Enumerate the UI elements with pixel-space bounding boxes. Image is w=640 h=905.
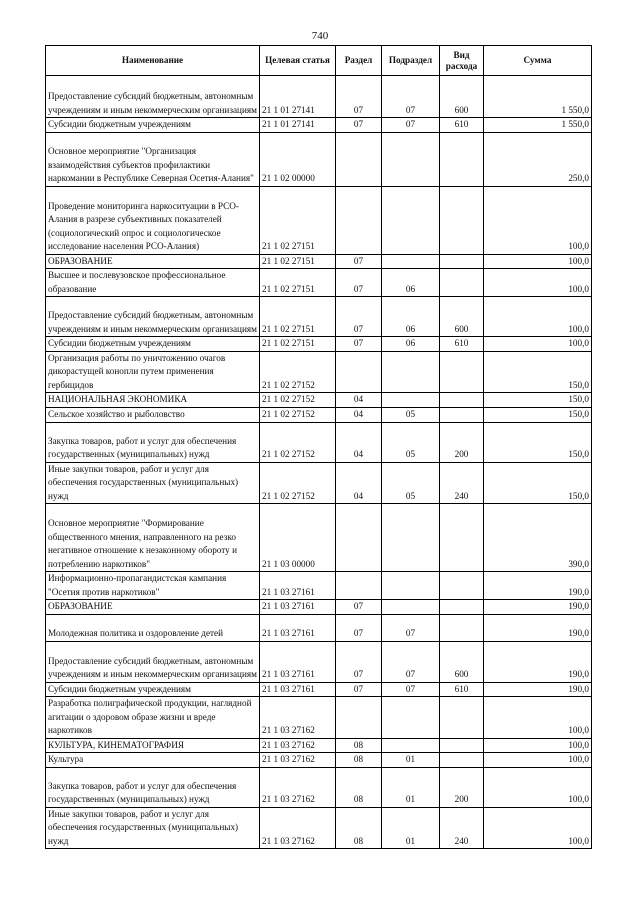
row-name: Субсидии бюджетным учреждениям [46,118,260,133]
row-name: НАЦИОНАЛЬНАЯ ЭКОНОМИКА [46,393,260,408]
table-row [46,269,592,297]
row-name: Молодежная политика и оздоровление детей [46,614,260,641]
row-target-article: 21 1 02 27151 [260,186,336,254]
row-section: 07 [336,600,382,615]
table-row [46,697,592,739]
row-target-article: 21 1 02 27152 [260,393,336,408]
row-target-article: 21 1 02 27151 [260,254,336,269]
row-section: 07 [336,297,382,337]
row-amount: 100,0 [484,254,592,269]
row-expense-type [440,572,484,600]
row-expense-type [440,132,484,186]
row-subsection: 06 [382,269,440,297]
table-row [46,600,592,615]
row-expense-type [440,753,484,768]
row-name: Основное мероприятие "Организация взаимодействия субъектов профилактики наркомании в Республике Северная Осетия-Алания" [46,132,260,186]
row-target-article: 21 1 03 27162 [260,767,336,807]
table-row [46,641,592,682]
row-subsection [382,254,440,269]
row-expense-type [440,697,484,739]
table-row [46,76,592,118]
table-row [46,407,592,422]
row-expense-type [440,351,484,393]
column-header-subsection: Подраздел [382,46,440,76]
row-name: Предоставление субсидий бюджетным, автономным учреждениям и иным некоммерческим организациям [46,297,260,337]
table-row [46,254,592,269]
row-name: Предоставление субсидий бюджетным, автономным учреждениям и иным некоммерческим организациям [46,641,260,682]
row-target-article: 21 1 01 27141 [260,118,336,133]
row-name: Закупка товаров, работ и услуг для обеспечения государственных (муниципальных) нужд [46,767,260,807]
budget-table [45,45,592,849]
row-expense-type: 610 [440,118,484,133]
row-section: 07 [336,76,382,118]
table-row [46,504,592,572]
row-target-article: 21 1 03 27162 [260,697,336,739]
row-section [336,572,382,600]
row-subsection: 01 [382,807,440,849]
row-section: 07 [336,337,382,352]
row-amount: 100,0 [484,697,592,739]
row-amount: 190,0 [484,641,592,682]
table-row [46,422,592,462]
row-name: Разработка полиграфической продукции, наглядной агитации о здоровом образе жизни и вреде наркотиков [46,697,260,739]
row-subsection: 06 [382,337,440,352]
row-name: КУЛЬТУРА, КИНЕМАТОГРАФИЯ [46,738,260,753]
row-subsection [382,572,440,600]
row-subsection [382,351,440,393]
row-name: Культура [46,753,260,768]
table-row [46,614,592,641]
row-subsection [382,393,440,408]
row-subsection: 07 [382,118,440,133]
column-header-target-article: Целевая статья [260,46,336,76]
row-name: Субсидии бюджетным учреждениям [46,337,260,352]
row-amount: 100,0 [484,337,592,352]
column-header-amount: Сумма [484,46,592,76]
row-section: 07 [336,641,382,682]
table-row [46,753,592,768]
row-subsection [382,504,440,572]
row-section: 07 [336,614,382,641]
row-amount: 100,0 [484,297,592,337]
row-target-article: 21 1 03 27161 [260,614,336,641]
row-expense-type: 600 [440,76,484,118]
row-subsection: 07 [382,641,440,682]
row-section [336,697,382,739]
column-header-name: Наименование [46,46,260,76]
row-section: 04 [336,462,382,504]
row-section: 04 [336,422,382,462]
row-section: 07 [336,269,382,297]
row-target-article: 21 1 02 27151 [260,269,336,297]
row-subsection: 05 [382,422,440,462]
row-section: 08 [336,738,382,753]
row-target-article: 21 1 02 27152 [260,407,336,422]
row-subsection [382,697,440,739]
row-expense-type: 600 [440,297,484,337]
table-row [46,807,592,849]
table-row [46,767,592,807]
row-amount: 100,0 [484,807,592,849]
row-subsection [382,600,440,615]
row-expense-type [440,738,484,753]
row-section [336,132,382,186]
row-name: ОБРАЗОВАНИЕ [46,254,260,269]
row-target-article: 21 1 02 27151 [260,337,336,352]
row-amount: 100,0 [484,738,592,753]
row-target-article: 21 1 02 27152 [260,462,336,504]
row-target-article: 21 1 02 27152 [260,351,336,393]
row-target-article: 21 1 02 27151 [260,297,336,337]
row-section: 08 [336,753,382,768]
page-number: 740 [311,30,329,42]
row-target-article: 21 1 01 27141 [260,76,336,118]
row-amount: 100,0 [484,269,592,297]
row-expense-type: 610 [440,337,484,352]
row-amount: 150,0 [484,407,592,422]
row-section: 07 [336,682,382,697]
row-expense-type: 600 [440,641,484,682]
table-row [46,682,592,697]
row-subsection [382,186,440,254]
row-name: Предоставление субсидий бюджетным, автономным учреждениям и иным некоммерческим организациям [46,76,260,118]
row-amount: 150,0 [484,393,592,408]
row-expense-type [440,614,484,641]
row-expense-type [440,407,484,422]
row-section: 04 [336,393,382,408]
row-subsection: 01 [382,767,440,807]
row-target-article: 21 1 03 27162 [260,738,336,753]
row-expense-type [440,254,484,269]
row-target-article: 21 1 02 00000 [260,132,336,186]
row-subsection: 07 [382,76,440,118]
table-row [46,393,592,408]
table-row [46,572,592,600]
row-name: Иные закупки товаров, работ и услуг для обеспечения государственных (муниципальных) нужд [46,462,260,504]
table-header-row [46,46,592,76]
row-expense-type [440,600,484,615]
row-name: Высшее и послевузовское профессиональное образование [46,269,260,297]
row-section [336,351,382,393]
table-row [46,351,592,393]
row-target-article: 21 1 03 00000 [260,504,336,572]
table-body [46,76,592,849]
row-expense-type: 200 [440,767,484,807]
row-amount: 250,0 [484,132,592,186]
row-amount: 150,0 [484,462,592,504]
row-expense-type [440,269,484,297]
row-subsection: 01 [382,753,440,768]
row-name: Иные закупки товаров, работ и услуг для обеспечения государственных (муниципальных) нужд [46,807,260,849]
row-expense-type: 610 [440,682,484,697]
row-target-article: 21 1 03 27161 [260,600,336,615]
row-section: 04 [336,407,382,422]
row-name: Закупка товаров, работ и услуг для обеспечения государственных (муниципальных) нужд [46,422,260,462]
row-subsection: 07 [382,614,440,641]
row-amount: 100,0 [484,767,592,807]
table-row [46,462,592,504]
row-expense-type [440,393,484,408]
row-amount: 190,0 [484,682,592,697]
row-subsection: 05 [382,462,440,504]
row-expense-type: 200 [440,422,484,462]
row-subsection [382,132,440,186]
row-amount: 190,0 [484,572,592,600]
row-amount: 190,0 [484,614,592,641]
row-name: Основное мероприятие "Формирование общественного мнения, направленного на резко негативное отношение к незаконному обороту и потреблению наркотиков" [46,504,260,572]
row-target-article: 21 1 03 27161 [260,682,336,697]
row-name: ОБРАЗОВАНИЕ [46,600,260,615]
row-section [336,186,382,254]
row-expense-type: 240 [440,807,484,849]
row-name: Субсидии бюджетным учреждениям [46,682,260,697]
row-section: 07 [336,118,382,133]
row-target-article: 21 1 03 27162 [260,753,336,768]
column-header-section: Раздел [336,46,382,76]
column-header-expense-type: Вид расхода [440,46,484,76]
row-section: 08 [336,767,382,807]
row-amount: 100,0 [484,186,592,254]
row-subsection: 05 [382,407,440,422]
row-expense-type [440,186,484,254]
row-expense-type: 240 [440,462,484,504]
row-amount: 190,0 [484,600,592,615]
row-section: 08 [336,807,382,849]
row-target-article: 21 1 03 27161 [260,641,336,682]
row-section [336,504,382,572]
row-name: Информационно-пропагандистская кампания "Осетия против наркотиков" [46,572,260,600]
row-amount: 1 550,0 [484,76,592,118]
row-amount: 1 550,0 [484,118,592,133]
row-amount: 150,0 [484,351,592,393]
row-section: 07 [336,254,382,269]
row-target-article: 21 1 03 27161 [260,572,336,600]
row-subsection [382,738,440,753]
row-name: Организация работы по уничтожению очагов дикорастущей конопли путем применения гербицидов [46,351,260,393]
row-amount: 150,0 [484,422,592,462]
row-expense-type [440,504,484,572]
row-amount: 100,0 [484,753,592,768]
row-amount: 390,0 [484,504,592,572]
row-subsection: 06 [382,297,440,337]
table-row [46,132,592,186]
row-name: Сельское хозяйство и рыболовство [46,407,260,422]
row-subsection: 07 [382,682,440,697]
table-row [46,337,592,352]
table-row [46,297,592,337]
table-row [46,738,592,753]
table-row [46,186,592,254]
row-name: Проведение мониторинга наркоситуации в РСО-Алания в разрезе субъективных показателей (социологический опрос и социологическое исследование населения РСО-Алания) [46,186,260,254]
table-row [46,118,592,133]
row-target-article: 21 1 03 27162 [260,807,336,849]
row-target-article: 21 1 02 27152 [260,422,336,462]
